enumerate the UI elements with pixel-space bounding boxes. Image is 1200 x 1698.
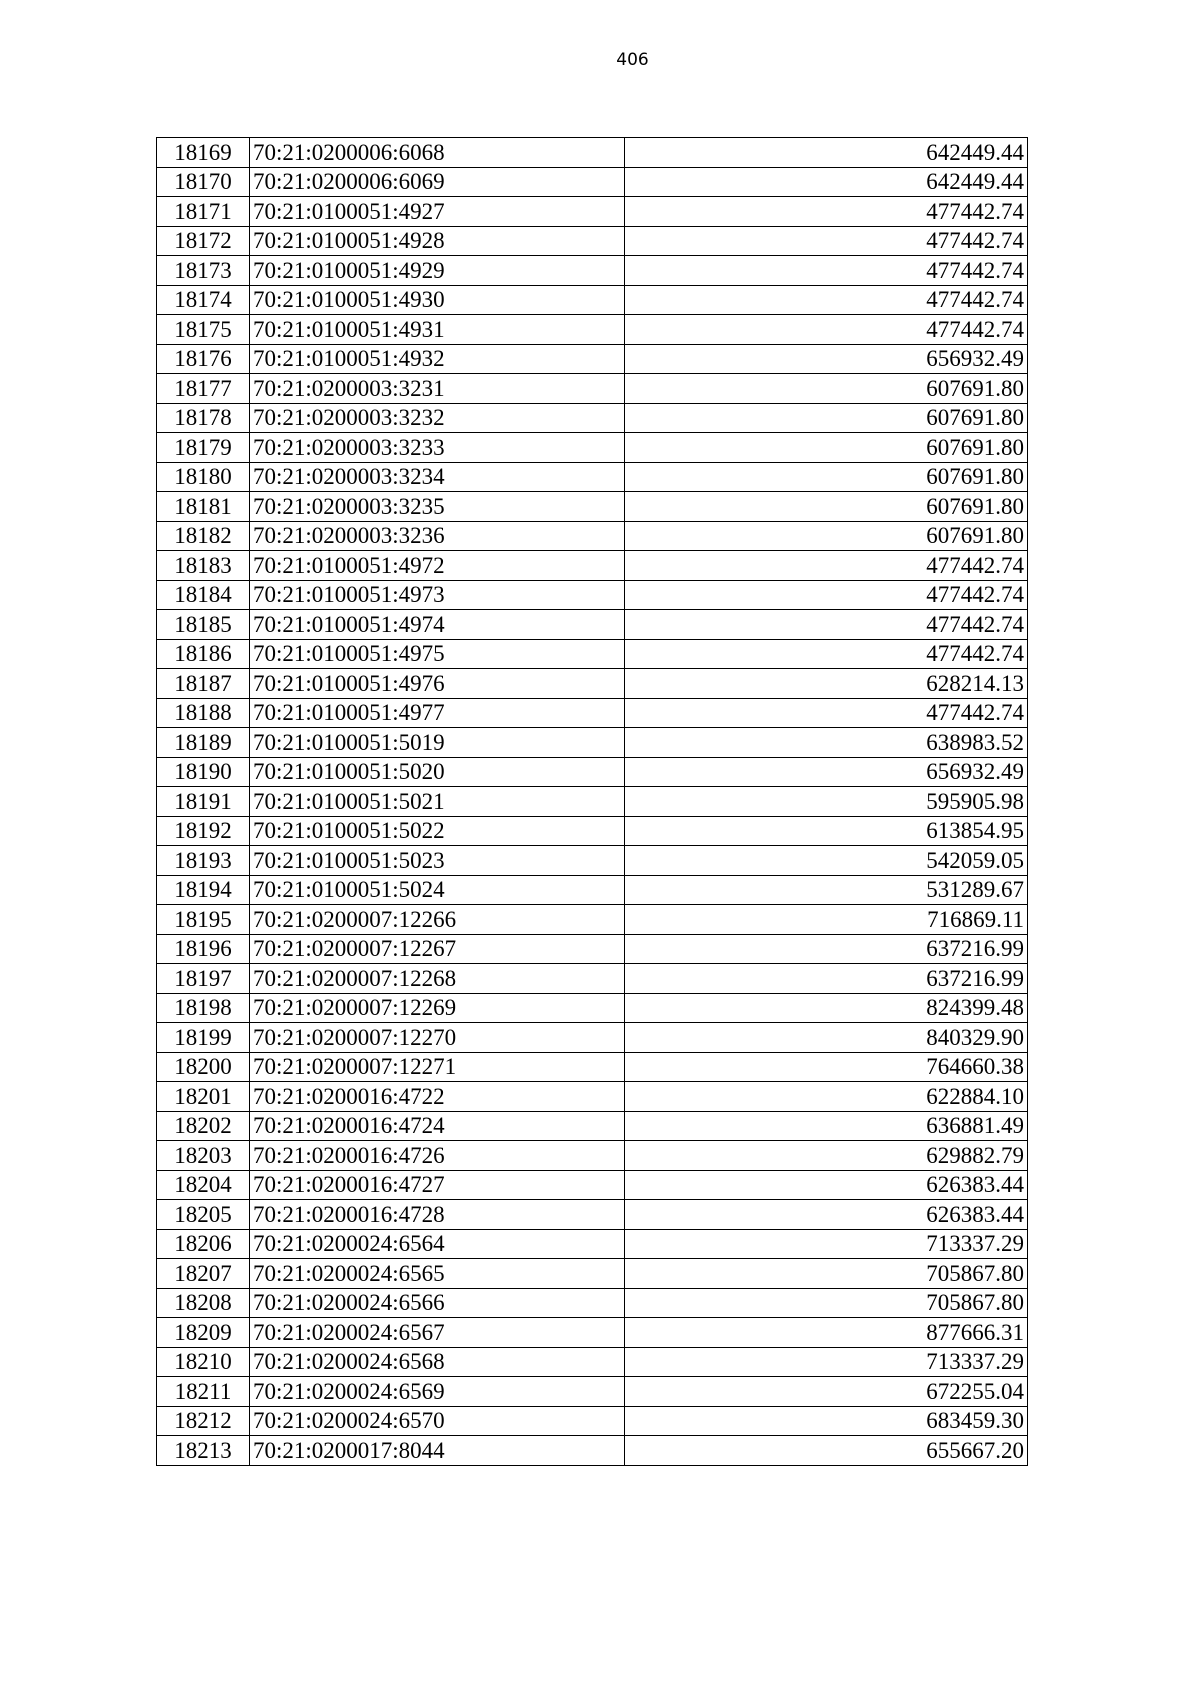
row-number-cell: 18199	[157, 1023, 250, 1053]
table-row	[157, 1259, 1028, 1289]
value-cell: 477442.74	[625, 197, 1028, 227]
cadastral-number-cell: 70:21:0100051:5019	[250, 728, 625, 758]
table-row	[157, 138, 1028, 168]
table-row	[157, 905, 1028, 935]
table-row	[157, 846, 1028, 876]
row-number-cell: 18176	[157, 344, 250, 374]
cadastral-number-cell: 70:21:0200016:4728	[250, 1200, 625, 1230]
value-cell: 477442.74	[625, 639, 1028, 669]
row-number-cell: 18169	[157, 138, 250, 168]
table-row	[157, 1436, 1028, 1466]
table-row	[157, 934, 1028, 964]
row-number-cell: 18208	[157, 1288, 250, 1318]
cadastral-number-cell: 70:21:0100051:5021	[250, 787, 625, 817]
row-number-cell: 18197	[157, 964, 250, 994]
cadastral-number-cell: 70:21:0100051:4976	[250, 669, 625, 699]
row-number-cell: 18181	[157, 492, 250, 522]
value-cell: 626383.44	[625, 1200, 1028, 1230]
value-cell: 716869.11	[625, 905, 1028, 935]
table-body	[157, 138, 1028, 1466]
cadastral-number-cell: 70:21:0200017:8044	[250, 1436, 625, 1466]
value-cell: 477442.74	[625, 610, 1028, 640]
cadastral-number-cell: 70:21:0100051:5020	[250, 757, 625, 787]
row-number-cell: 18192	[157, 816, 250, 846]
row-number-cell: 18213	[157, 1436, 250, 1466]
cadastral-number-cell: 70:21:0100051:4927	[250, 197, 625, 227]
row-number-cell: 18187	[157, 669, 250, 699]
cadastral-number-cell: 70:21:0100051:5024	[250, 875, 625, 905]
row-number-cell: 18210	[157, 1347, 250, 1377]
value-cell: 637216.99	[625, 934, 1028, 964]
row-number-cell: 18182	[157, 521, 250, 551]
row-number-cell: 18186	[157, 639, 250, 669]
cadastral-number-cell: 70:21:0200024:6569	[250, 1377, 625, 1407]
row-number-cell: 18200	[157, 1052, 250, 1082]
value-cell: 638983.52	[625, 728, 1028, 758]
table-row	[157, 551, 1028, 581]
value-cell: 477442.74	[625, 285, 1028, 315]
value-cell: 607691.80	[625, 492, 1028, 522]
cadastral-number-cell: 70:21:0100051:4973	[250, 580, 625, 610]
table-row	[157, 1200, 1028, 1230]
row-number-cell: 18198	[157, 993, 250, 1023]
table-row	[157, 816, 1028, 846]
table-row	[157, 344, 1028, 374]
cadastral-number-cell: 70:21:0200003:3232	[250, 403, 625, 433]
cadastral-number-cell: 70:21:0200007:12267	[250, 934, 625, 964]
table-row	[157, 1377, 1028, 1407]
table-row	[157, 374, 1028, 404]
cadastral-number-cell: 70:21:0100051:4977	[250, 698, 625, 728]
table-row	[157, 610, 1028, 640]
row-number-cell: 18203	[157, 1141, 250, 1171]
value-cell: 477442.74	[625, 698, 1028, 728]
table-row	[157, 1170, 1028, 1200]
table-row	[157, 1141, 1028, 1171]
cadastral-number-cell: 70:21:0200003:3236	[250, 521, 625, 551]
row-number-cell: 18178	[157, 403, 250, 433]
cadastral-number-cell: 70:21:0200003:3233	[250, 433, 625, 463]
value-cell: 642449.44	[625, 138, 1028, 168]
value-cell: 622884.10	[625, 1082, 1028, 1112]
row-number-cell: 18209	[157, 1318, 250, 1348]
cadastral-number-cell: 70:21:0100051:4975	[250, 639, 625, 669]
table-row	[157, 787, 1028, 817]
value-cell: 628214.13	[625, 669, 1028, 699]
table-row	[157, 698, 1028, 728]
value-cell: 477442.74	[625, 256, 1028, 286]
table-row	[157, 256, 1028, 286]
row-number-cell: 18205	[157, 1200, 250, 1230]
table-row	[157, 728, 1028, 758]
row-number-cell: 18193	[157, 846, 250, 876]
table-row	[157, 1288, 1028, 1318]
row-number-cell: 18188	[157, 698, 250, 728]
row-number-cell: 18173	[157, 256, 250, 286]
row-number-cell: 18201	[157, 1082, 250, 1112]
value-cell: 713337.29	[625, 1347, 1028, 1377]
cadastral-number-cell: 70:21:0200024:6564	[250, 1229, 625, 1259]
table-row	[157, 492, 1028, 522]
row-number-cell: 18174	[157, 285, 250, 315]
row-number-cell: 18189	[157, 728, 250, 758]
value-cell: 607691.80	[625, 374, 1028, 404]
row-number-cell: 18206	[157, 1229, 250, 1259]
value-cell: 877666.31	[625, 1318, 1028, 1348]
value-cell: 607691.80	[625, 521, 1028, 551]
cadastral-number-cell: 70:21:0200003:3231	[250, 374, 625, 404]
table-row	[157, 315, 1028, 345]
row-number-cell: 18184	[157, 580, 250, 610]
cadastral-number-cell: 70:21:0100051:5022	[250, 816, 625, 846]
cadastral-number-cell: 70:21:0200003:3234	[250, 462, 625, 492]
table-row	[157, 1229, 1028, 1259]
value-cell: 595905.98	[625, 787, 1028, 817]
cadastral-number-cell: 70:21:0200024:6566	[250, 1288, 625, 1318]
row-number-cell: 18180	[157, 462, 250, 492]
cadastral-number-cell: 70:21:0100051:4928	[250, 226, 625, 256]
row-number-cell: 18171	[157, 197, 250, 227]
cadastral-number-cell: 70:21:0100051:4931	[250, 315, 625, 345]
cadastral-number-cell: 70:21:0200024:6570	[250, 1406, 625, 1436]
row-number-cell: 18211	[157, 1377, 250, 1407]
value-cell: 607691.80	[625, 462, 1028, 492]
value-cell: 656932.49	[625, 344, 1028, 374]
value-cell: 607691.80	[625, 433, 1028, 463]
table-row	[157, 1082, 1028, 1112]
value-cell: 477442.74	[625, 226, 1028, 256]
table-row	[157, 993, 1028, 1023]
value-cell: 683459.30	[625, 1406, 1028, 1436]
row-number-cell: 18190	[157, 757, 250, 787]
cadastral-number-cell: 70:21:0200007:12269	[250, 993, 625, 1023]
cadastral-number-cell: 70:21:0200016:4726	[250, 1141, 625, 1171]
table-row	[157, 1347, 1028, 1377]
cadastral-number-cell: 70:21:0200007:12266	[250, 905, 625, 935]
row-number-cell: 18170	[157, 167, 250, 197]
table-row	[157, 669, 1028, 699]
cadastral-number-cell: 70:21:0100051:4930	[250, 285, 625, 315]
cadastral-number-cell: 70:21:0100051:4974	[250, 610, 625, 640]
row-number-cell: 18194	[157, 875, 250, 905]
value-cell: 705867.80	[625, 1259, 1028, 1289]
cadastral-number-cell: 70:21:0200003:3235	[250, 492, 625, 522]
value-cell: 672255.04	[625, 1377, 1028, 1407]
table-row	[157, 1052, 1028, 1082]
cadastral-number-cell: 70:21:0200016:4724	[250, 1111, 625, 1141]
table-row	[157, 226, 1028, 256]
table-row	[157, 403, 1028, 433]
value-cell: 477442.74	[625, 580, 1028, 610]
value-cell: 613854.95	[625, 816, 1028, 846]
value-cell: 642449.44	[625, 167, 1028, 197]
row-number-cell: 18196	[157, 934, 250, 964]
row-number-cell: 18172	[157, 226, 250, 256]
table-row	[157, 580, 1028, 610]
value-cell: 637216.99	[625, 964, 1028, 994]
table-row	[157, 1406, 1028, 1436]
value-cell: 531289.67	[625, 875, 1028, 905]
value-cell: 655667.20	[625, 1436, 1028, 1466]
table-row	[157, 433, 1028, 463]
table-row	[157, 462, 1028, 492]
table-row	[157, 964, 1028, 994]
cadastral-number-cell: 70:21:0200007:12268	[250, 964, 625, 994]
value-cell: 636881.49	[625, 1111, 1028, 1141]
table-row	[157, 1111, 1028, 1141]
cadastral-number-cell: 70:21:0200024:6565	[250, 1259, 625, 1289]
cadastral-number-cell: 70:21:0100051:4929	[250, 256, 625, 286]
cadastral-number-cell: 70:21:0100051:4972	[250, 551, 625, 581]
table-row	[157, 521, 1028, 551]
value-cell: 629882.79	[625, 1141, 1028, 1171]
table-row	[157, 167, 1028, 197]
row-number-cell: 18185	[157, 610, 250, 640]
value-cell: 656932.49	[625, 757, 1028, 787]
value-cell: 705867.80	[625, 1288, 1028, 1318]
cadastral-number-cell: 70:21:0200024:6567	[250, 1318, 625, 1348]
row-number-cell: 18212	[157, 1406, 250, 1436]
value-cell: 626383.44	[625, 1170, 1028, 1200]
table-row	[157, 875, 1028, 905]
row-number-cell: 18175	[157, 315, 250, 345]
cadastral-number-cell: 70:21:0200006:6068	[250, 138, 625, 168]
data-table	[156, 137, 1028, 1466]
table-row	[157, 639, 1028, 669]
table-row	[157, 1318, 1028, 1348]
cadastral-number-cell: 70:21:0200024:6568	[250, 1347, 625, 1377]
table-row	[157, 285, 1028, 315]
row-number-cell: 18195	[157, 905, 250, 935]
value-cell: 840329.90	[625, 1023, 1028, 1053]
row-number-cell: 18207	[157, 1259, 250, 1289]
row-number-cell: 18179	[157, 433, 250, 463]
cadastral-number-cell: 70:21:0100051:5023	[250, 846, 625, 876]
row-number-cell: 18204	[157, 1170, 250, 1200]
row-number-cell: 18202	[157, 1111, 250, 1141]
table-row	[157, 197, 1028, 227]
cadastral-number-cell: 70:21:0100051:4932	[250, 344, 625, 374]
value-cell: 542059.05	[625, 846, 1028, 876]
row-number-cell: 18191	[157, 787, 250, 817]
cadastral-number-cell: 70:21:0200007:12270	[250, 1023, 625, 1053]
cadastral-number-cell: 70:21:0200006:6069	[250, 167, 625, 197]
table-row	[157, 757, 1028, 787]
row-number-cell: 18177	[157, 374, 250, 404]
value-cell: 477442.74	[625, 315, 1028, 345]
cadastral-number-cell: 70:21:0200016:4722	[250, 1082, 625, 1112]
value-cell: 607691.80	[625, 403, 1028, 433]
value-cell: 477442.74	[625, 551, 1028, 581]
value-cell: 824399.48	[625, 993, 1028, 1023]
cadastral-number-cell: 70:21:0200007:12271	[250, 1052, 625, 1082]
row-number-cell: 18183	[157, 551, 250, 581]
table-row	[157, 1023, 1028, 1053]
value-cell: 764660.38	[625, 1052, 1028, 1082]
page-number: 406	[616, 50, 649, 70]
cadastral-number-cell: 70:21:0200016:4727	[250, 1170, 625, 1200]
value-cell: 713337.29	[625, 1229, 1028, 1259]
